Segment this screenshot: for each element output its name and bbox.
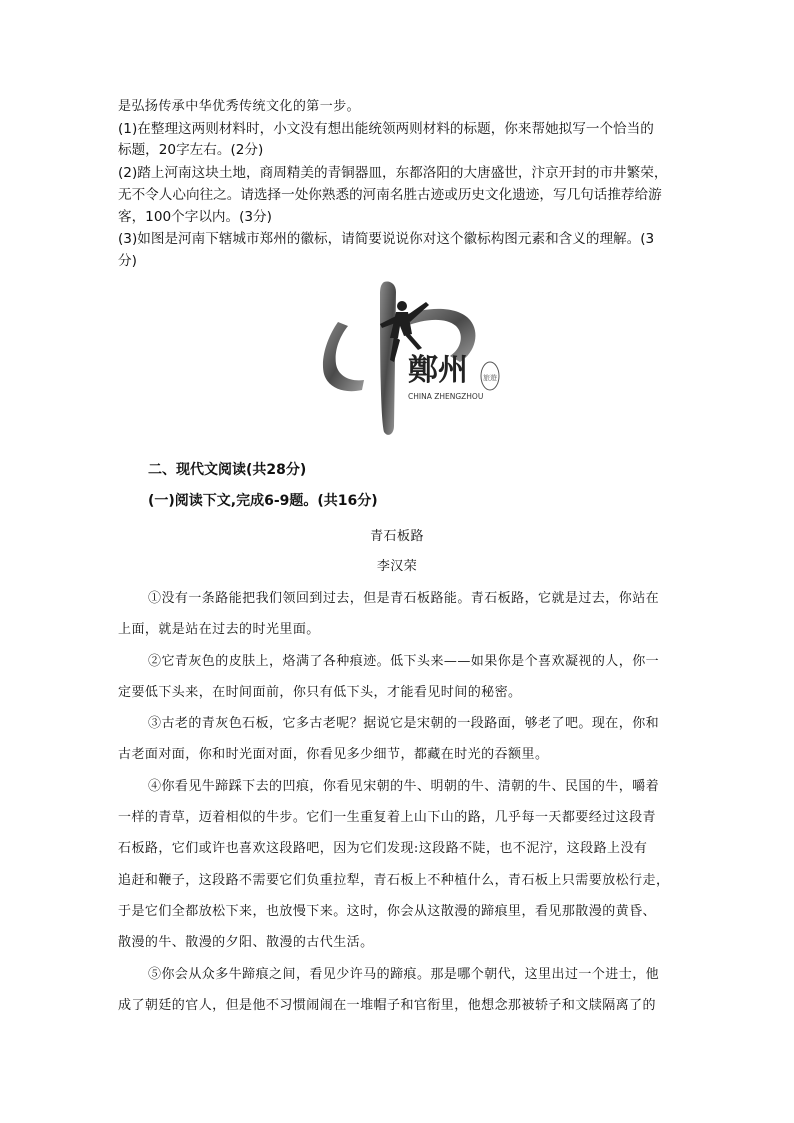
question-3-line-2: 分) bbox=[118, 253, 137, 269]
question-3-line-1: (3)如图是河南下辖城市郑州的徽标，请简要说说你对这个徽标构图元素和含义的理解。(3 bbox=[118, 231, 655, 247]
question-2-line-1: (2)踏上河南这块土地，商周精美的青铜器皿，东都洛阳的大唐盛世，汴京开封的市井繁荣， bbox=[118, 165, 668, 181]
logo-seal-text: 旅遊 bbox=[483, 374, 497, 382]
zhengzhou-city-logo bbox=[310, 276, 500, 438]
article-line: 成了朝廷的官人，但是他不习惯闹闹在一堆帽子和官衔里，他想念那被轿子和文牍隔离了的 bbox=[118, 998, 657, 1013]
question-1-line-1: (1)在整理这两则材料时，小文没有想出能统领两则材料的标题，你来帮她拟写一个恰当的 bbox=[118, 121, 654, 137]
logo-name-text: 鄭州 bbox=[408, 353, 468, 388]
article-line: ⑤你会从众多牛蹄痕之间，看见少许马的蹄痕。那是哪个朝代，这里出过一个进士，他 bbox=[148, 967, 660, 982]
article-line: 于是它们全都放松下来，也放慢下来。这时，你会从这散漫的蹄痕里，看见那散漫的黄昏、 bbox=[118, 904, 657, 919]
article-line: ③古老的青灰色石板，它多古老呢？据说它是宋朝的一段路面，够老了吧。现在，你和 bbox=[148, 716, 660, 731]
article-line: ①没有一条路能把我们领回到过去，但是青石板路能。青石板路，它就是过去，你站在 bbox=[148, 591, 660, 606]
question-2-line-3: 客，100个字以内。(3分) bbox=[118, 209, 272, 225]
article-line: 石板路，它们或许也喜欢这段路吧，因为它们发现:这段路不陡，也不泥泞，这段路上没有 bbox=[118, 841, 648, 856]
intro-line: 是弘扬传承中华优秀传统文化的第一步。 bbox=[118, 99, 361, 114]
article-line: 上面，就是站在过去的时光里面。 bbox=[118, 622, 320, 637]
article-line: 追赶和鞭子，这段路不需要它们负重拉犁，青石板上不种植什么，青石板上只需要放松行走， bbox=[118, 873, 670, 888]
brush-stroke-left bbox=[323, 322, 364, 391]
article-line: ②它青灰色的皮肤上，烙满了各种痕迹。低下头来——如果你是个喜欢凝视的人，你一 bbox=[148, 654, 660, 669]
article-title: 青石板路 bbox=[370, 529, 424, 544]
section-subheading: (一)阅读下文,完成6-9题。(共16分) bbox=[148, 493, 378, 509]
section-heading: 二、现代文阅读(共28分) bbox=[148, 462, 307, 478]
article-author: 李汉荣 bbox=[376, 559, 418, 574]
article-line: ④你看见牛蹄踩下去的凹痕，你看见宋朝的牛、明朝的牛、清朝的牛、民国的牛，嚼着 bbox=[148, 779, 660, 794]
article-line: 一样的青草，迈着相似的牛步。它们一生重复着上山下山的路，几乎每一天都要经过这段青 bbox=[118, 810, 657, 825]
article-line: 古老面对面，你和时光面对面，你看见多少细节，都藏在时光的吞额里。 bbox=[118, 747, 549, 762]
article-line: 散漫的牛、散漫的夕阳、散漫的古代生活。 bbox=[118, 935, 374, 950]
logo-english-text: CHINA ZHENGZHOU bbox=[408, 392, 484, 401]
question-2-line-2: 无不令人心向往之。请选择一处你熟悉的河南名胜古迹或历史文化遗迹，写几句话推荐给游 bbox=[118, 187, 662, 203]
question-1-line-2: 标题，20字左右。(2分) bbox=[118, 142, 264, 158]
article-line: 定要低下头来，在时间面前，你只有低下头，才能看见时间的秘密。 bbox=[118, 685, 522, 700]
